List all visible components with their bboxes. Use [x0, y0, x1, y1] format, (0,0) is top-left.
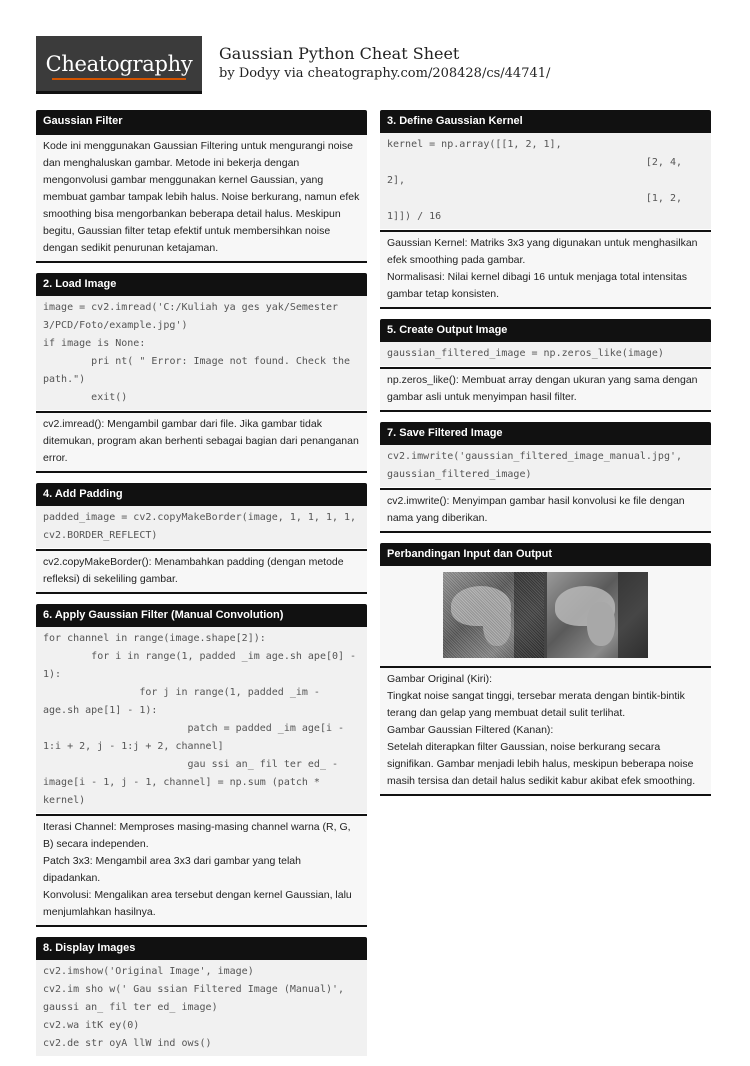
- logo-underline: [52, 78, 186, 80]
- description-text: np.zeros_like(): Membuat array dengan ukuran yang sama dengan gambar asli untuk menyimpan hasil filter.: [387, 374, 698, 403]
- code-block: padded_image = cv2.copyMakeBorder(image, 1, 1, 1, 1, cv2.BORDER_REFLECT): [36, 506, 367, 549]
- byline: [219, 66, 550, 81]
- description-text: Gambar Gaussian Filtered (Kanan):: [387, 724, 554, 736]
- description-text: cv2.imwrite(): Menyimpan gambar hasil konvolusi ke file dengan nama yang diberikan.: [387, 495, 685, 524]
- section-description: [36, 549, 367, 594]
- section-define-kernel: [380, 110, 711, 309]
- section-title: 8. Display Images: [36, 937, 367, 960]
- description-text: cv2.imread(): Mengambil gambar dari file. Jika gambar tidak ditemukan, program akan berhenti sebagai bagian dari penanganan error.: [43, 418, 359, 464]
- section-description: [36, 411, 367, 473]
- description-text: Konvolusi: Mengalikan area tersebut dengan kernel Gaussian, lalu menjumlahkan hasilnya.: [43, 889, 352, 918]
- section-load-image: [36, 273, 367, 473]
- section-title: 3. Define Gaussian Kernel: [380, 110, 711, 133]
- section-title: 6. Apply Gaussian Filter (Manual Convolution): [36, 604, 367, 627]
- section-title: Gaussian Filter: [36, 110, 367, 133]
- section-description: [380, 488, 711, 533]
- filtered-image: [547, 572, 648, 658]
- image-hat: [451, 586, 511, 626]
- section-title: 4. Add Padding: [36, 483, 367, 506]
- section-output-image: [380, 319, 711, 412]
- section-description: [380, 666, 711, 796]
- code-block: for channel in range(image.shape[2]): for i in range(1, padded _im age.sh ape[0] - 1): for j in range(1, padded _im - age.sh ape[1] - 1): patch = padded _im age[i - 1:i + 2, j - 1:j + 2, channel] gau ssi an_ fil ter ed_ - image[i - 1, j - 1, channel] = np.sum (patch * kernel): [36, 627, 367, 814]
- image-background: [514, 572, 544, 658]
- by-text: by: [219, 66, 235, 81]
- section-gaussian-filter: [36, 110, 367, 263]
- description-text: Setelah diterapkan filter Gaussian, noise berkurang secara signifikan. Gambar menjadi lebih halus, meskipun beberapa noise masih tersisa dan detail halus sedikit kabur akibat efek smoothing.: [387, 741, 696, 787]
- code-block: cv2.imwrite('gaussian_filtered_image_manual.jpg', gaussian_filtered_image): [380, 445, 711, 488]
- image-background: [618, 572, 648, 658]
- description-text: Gaussian Kernel: Matriks 3x3 yang digunakan untuk menghasilkan efek smoothing pada gambar.: [387, 237, 698, 266]
- section-title: 7. Save Filtered Image: [380, 422, 711, 445]
- sheet-url-link[interactable]: cheatography.com/208428/cs/44741/: [307, 66, 551, 81]
- section-description: [380, 367, 711, 412]
- section-title: 2. Load Image: [36, 273, 367, 296]
- logo-text: Cheatography: [45, 51, 193, 76]
- description-text: Tingkat noise sangat tinggi, tersebar merata dengan bintik-bintik terang dan gelap yang membuat detail sulit terlihat.: [387, 690, 685, 719]
- description-text: Gambar Original (Kiri):: [387, 673, 493, 685]
- page-title: Gaussian Python Cheat Sheet: [219, 44, 460, 63]
- section-title: Perbandingan Input dan Output: [380, 543, 711, 566]
- section-add-padding: [36, 483, 367, 594]
- right-column: [380, 110, 711, 806]
- section-description: [36, 133, 367, 263]
- comparison-image-wrap: [380, 566, 711, 666]
- code-block: cv2.imshow('Original Image', image) cv2.im sho w(' Gau ssian Filtered Image (Manual)', gaussi an_ fil ter ed_ image) cv2.wa itK ey(0) cv2.de str oyA llW ind ows(): [36, 960, 367, 1056]
- comparison-image: [443, 572, 648, 658]
- section-description: [36, 814, 367, 927]
- author-link[interactable]: Dodyy: [238, 66, 281, 81]
- section-description: [380, 230, 711, 309]
- description-text: cv2.copyMakeBorder(): Menambahkan padding (dengan metode refleksi) di sekeliling gambar.: [43, 556, 344, 585]
- description-text: Kode ini menggunakan Gaussian Filtering untuk mengurangi noise dan menghaluskan gambar. Metode ini bekerja dengan mengonvolusi gambar menggunakan kernel Gaussian, yang membuat gambar tampak lebih halus. Noise berkurang, namun efek smoothing bisa mengorbankan beberapa detail halus. Meskipun begitu, Gaussian filter tetap efektif untuk membersihkan noise dengan sedikit penurunan ketajaman.: [43, 140, 360, 254]
- description-text: Iterasi Channel: Memproses masing-masing channel warna (R, G, B) secara independen.: [43, 821, 351, 850]
- via-text: via: [284, 66, 304, 81]
- description-text: Normalisasi: Nilai kernel dibagi 16 untuk menjaga total intensitas gambar tetap konsisten.: [387, 271, 687, 300]
- section-apply-filter: [36, 604, 367, 927]
- image-face: [483, 602, 511, 646]
- code-block: kernel = np.array([[1, 2, 1], [2, 4, 2], [1, 2, 1]]) / 16: [380, 133, 711, 230]
- description-text: Patch 3x3: Mengambil area 3x3 dari gambar yang telah dipadankan.: [43, 855, 301, 884]
- cheatography-logo[interactable]: [36, 36, 202, 94]
- header: [36, 36, 716, 94]
- section-title: 5. Create Output Image: [380, 319, 711, 342]
- code-block: gaussian_filtered_image = np.zeros_like(image): [380, 342, 711, 367]
- image-face: [587, 602, 615, 646]
- left-column: [36, 110, 367, 1066]
- code-block: image = cv2.imread('C:/Kuliah ya ges yak/Semester 3/PCD/Foto/example.jpg') if image is None: pri nt( " Error: Image not found. Check the path.") exit(): [36, 296, 367, 411]
- section-save-image: [380, 422, 711, 533]
- section-comparison: [380, 543, 711, 796]
- original-image: [443, 572, 544, 658]
- section-display-images: [36, 937, 367, 1056]
